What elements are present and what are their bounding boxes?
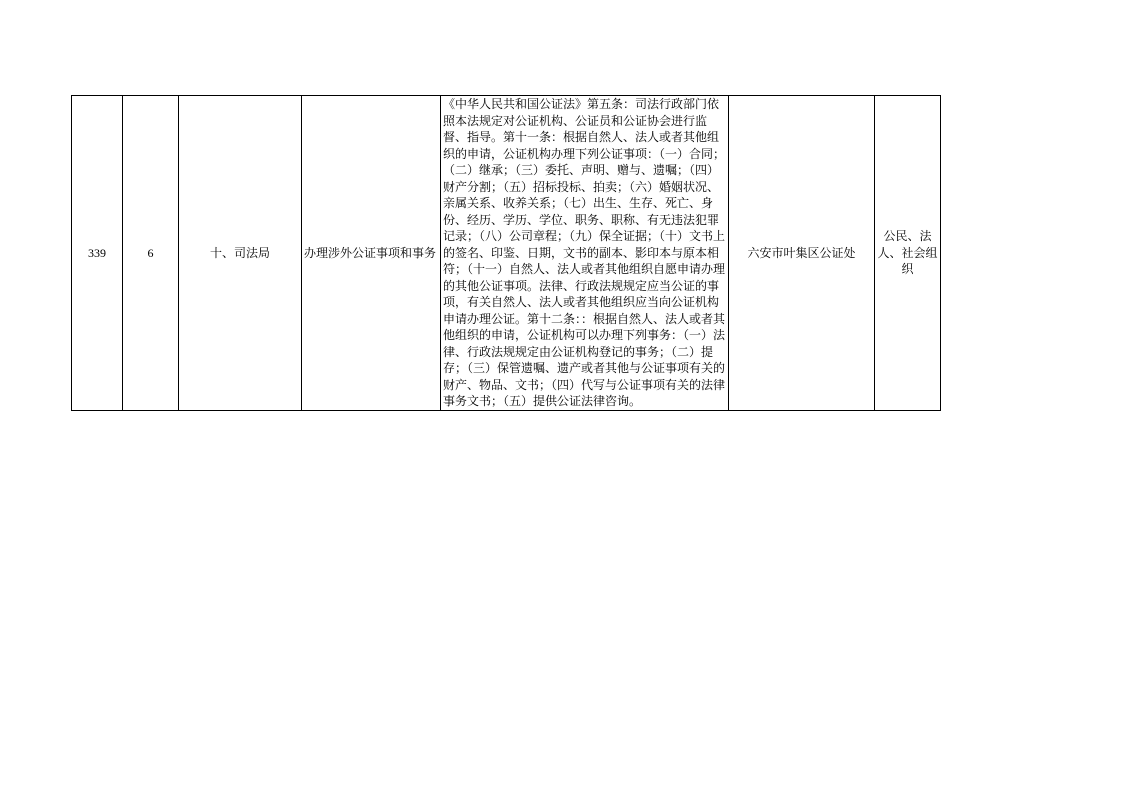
cell-executing-body: 六安市叶集区公证处 xyxy=(729,96,875,411)
cell-seq: 339 xyxy=(72,96,123,411)
table-row xyxy=(72,96,941,411)
cell-service-object: 公民、法人、社会组织 xyxy=(875,96,941,411)
cell-sub-seq: 6 xyxy=(123,96,179,411)
data-table xyxy=(71,95,941,411)
cell-legal-basis: 《中华人民共和国公证法》第五条：司法行政部门依照本法规定对公证机构、公证员和公证协会进行监督、指导。第十一条：根据自然人、法人或者其他组织的申请，公证机构办理下列公证事项：（一）合同；（二）继承；（三）委托、声明、赠与、遗嘱；（四）财产分割；（五）招标投标、拍卖；（六）婚姻状况、亲属关系、收养关系；（七）出生、生存、死亡、身份、经历、学历、学位、职务、职称、有无违法犯罪记录；（八）公司章程；（九）保全证据；（十）文书上的签名、印鉴、日期，文书的副本、影印本与原本相符；（十一）自然人、法人或者其他组织自愿申请办理的其他公证事项。法律、行政法规规定应当公证的事项，有关自然人、法人或者其他组织应当向公证机构申请办理公证。第十二条：：根据自然人、法人或者其他组织的申请，公证机构可以办理下列事务：（一）法律、行政法规规定由公证机构登记的事务；（二）提存；（三）保管遗嘱、遗产或者其他与公证事项有关的财产、物品、文书；（四）代写与公证事项有关的法律事务文书；（五）提供公证法律咨询。 xyxy=(441,96,729,411)
cell-department: 十、司法局 xyxy=(179,96,302,411)
cell-item-name: 办理涉外公证事项和事务 xyxy=(302,96,441,411)
